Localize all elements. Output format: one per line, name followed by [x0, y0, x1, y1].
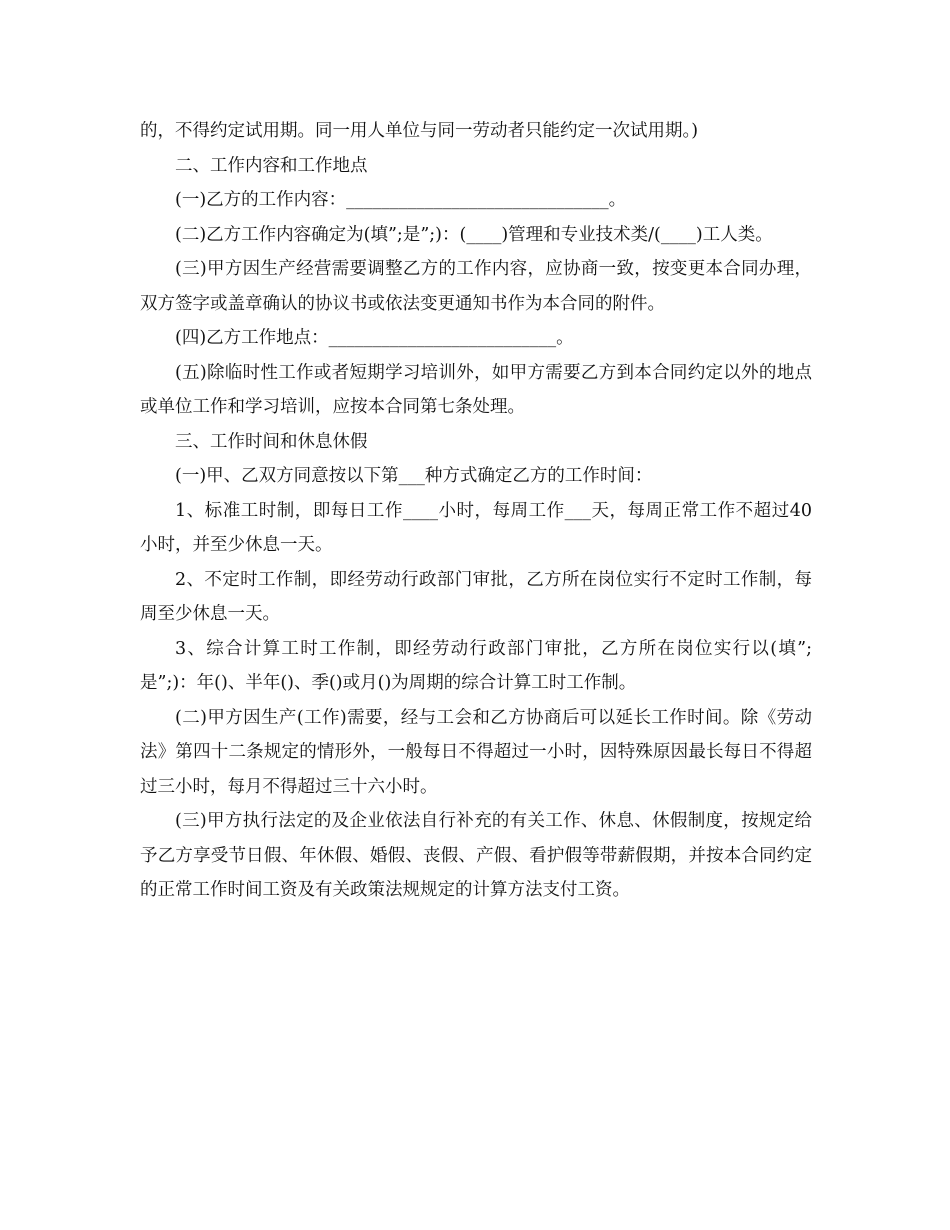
- paragraph-work-content: (一)乙方的工作内容：______________________________。: [175, 190, 627, 210]
- paragraph-flexible-hours: 2、不定时工作制，即经劳动行政部门审批，乙方所在岗位实行不定时工作制，每周至少休息一天。: [140, 569, 812, 624]
- contract-body: [140, 114, 812, 908]
- section-heading-work-content: 二、工作内容和工作地点: [175, 155, 368, 176]
- paragraph-trial-period-end: 的，不得约定试用期。同一用人单位与同一劳动者只能约定一次试用期。): [140, 121, 699, 141]
- paragraph-leave-policy: (三)甲方执行法定的及企业依法自行补充的有关工作、休息、休假制度，按规定给予乙方享受节日假、年休假、婚假、丧假、产假、看护假等带薪假期，并按本合同约定的正常工作时间工资及有关政策法规规定的计算方法支付工资。: [140, 811, 812, 900]
- paragraph-work-location: (四)乙方工作地点：__________________________。: [175, 328, 574, 348]
- paragraph-overtime: (二)甲方因生产(工作)需要，经与工会和乙方协商后可以延长工作时间。除《劳动法》第四十二条规定的情形外，一般每日不得超过一小时，因特殊原因最长每日不得超过三小时，每月不得超过三十六小时。: [140, 707, 812, 797]
- section-heading-work-hours: 三、工作时间和休息休假: [175, 431, 368, 452]
- paragraph-adjust-content: (三)甲方因生产经营需要调整乙方的工作内容，应协商一致，按变更本合同办理，双方签字或盖章确认的协议书或依法变更通知书作为本合同的附件。: [140, 259, 812, 314]
- paragraph-work-category: (二)乙方工作内容确定为(填”;是”;)：(____)管理和专业技术类/(____)工人类。: [175, 224, 773, 245]
- paragraph-offsite-work: (五)除临时性工作或者短期学习培训外，如甲方需要乙方到本合同约定以外的地点或单位工作和学习培训，应按本合同第七条处理。: [140, 362, 812, 417]
- paragraph-work-hours-mode: (一)甲、乙双方同意按以下第___种方式确定乙方的工作时间：: [175, 466, 653, 486]
- paragraph-standard-hours: 1、标准工时制，即每日工作____小时，每周工作___天，每周正常工作不超过40小时，并至少休息一天。: [140, 500, 812, 555]
- paragraph-comprehensive-hours: 3、综合计算工时工作制，即经劳动行政部门审批，乙方所在岗位实行以(填”;是”;)：年()、半年()、季()或月()为周期的综合计算工时工作制。: [140, 638, 812, 693]
